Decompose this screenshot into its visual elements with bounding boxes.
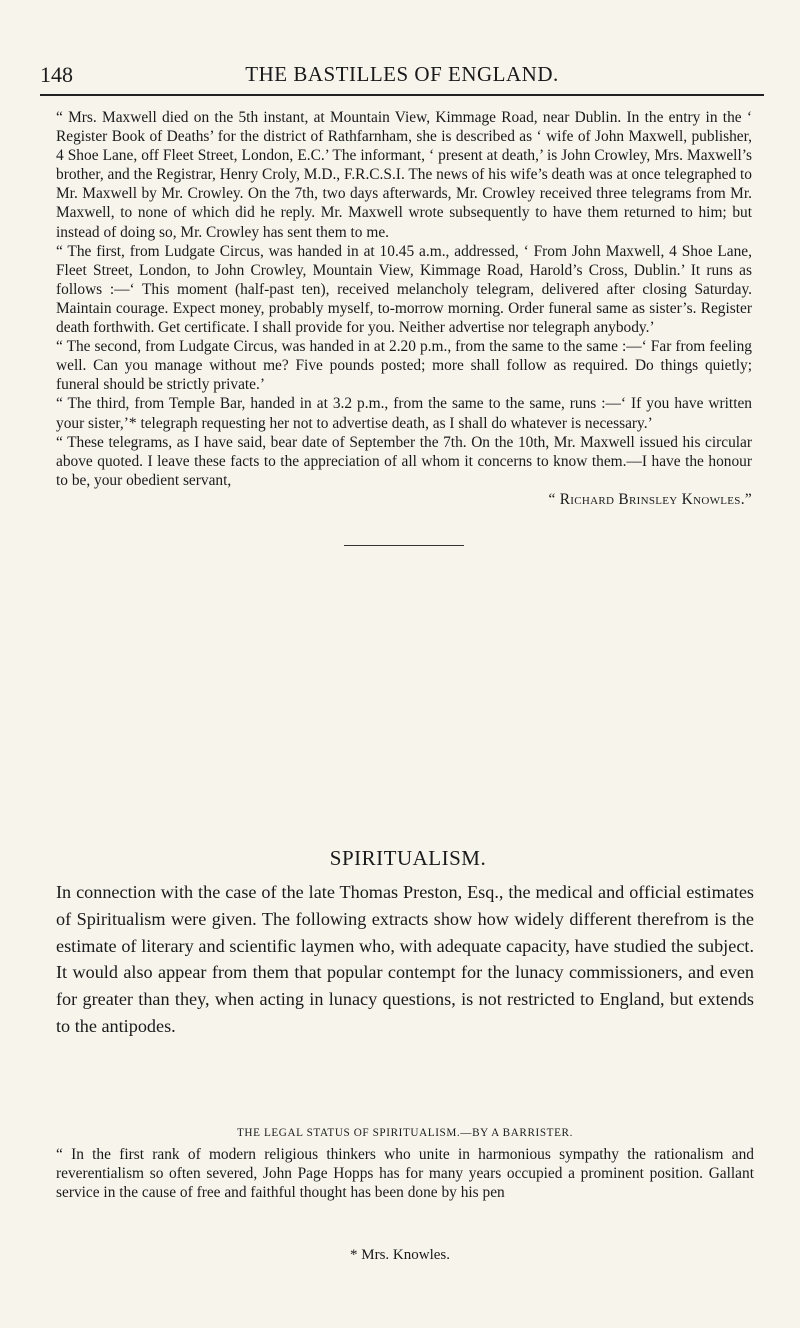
letter-text	[56, 108, 752, 546]
quote-text: “ In the first rank of modern religious thinkers who unite in harmonious sympathy the rationalism and reverentialism so often severed, John Page Hopps has for many years occupied a prominent position. Gallant service in the cause of free and faithful thought has been done by his pen	[56, 1146, 754, 1202]
page-header	[40, 62, 764, 96]
letter-paragraph: “ Mrs. Maxwell died on the 5th instant, at Mountain View, Kimmage Road, near Dublin. In the entry in the ‘ Register Book of Deaths’ for the district of Rathfarnham, she is described as ‘ wife of John Maxwell, publisher, 4 Shoe Lane, off Fleet Street, London, E.C.’ The informant, ‘ present at death,’ is John Crowley, Mrs. Maxwell’s brother, and the Registrar, Henry Croly, M.D., F.R.C.S.I. The news of his wife’s death was at once telegraphed to Mr. Maxwell by Mr. Crowley. On the 7th, two days afterwards, Mr. Crowley received three telegrams from Mr. Maxwell, to none of which did he reply. Mr. Maxwell wrote subsequently to have them returned to him; but instead of doing so, Mr. Crowley has sent them to me.	[56, 109, 752, 241]
subheading: THE LEGAL STATUS OF SPIRITUALISM.—BY A BARRISTER.	[237, 1127, 573, 1139]
page-number: 148	[40, 62, 73, 87]
section-divider	[344, 545, 464, 546]
letter-paragraph: “ The second, from Ludgate Circus, was handed in at 2.20 p.m., from the same to the same :—‘ Far from feeling well. Can you manage without me? Five pounds posted; more shall follow as required. Do things quietly; funeral should be strictly private.’	[56, 338, 752, 394]
letter-paragraph: “ These telegrams, as I have said, bear date of September the 7th. On the 10th, Mr. Maxwell issued his circular above quoted. I leave these facts to the appreciation of all whom it concerns to know them.—I have the honour to be, your obedient servant,	[56, 433, 752, 489]
section-body	[56, 879, 754, 1040]
footnote: * Mrs. Knowles.	[350, 1247, 450, 1263]
section-paragraph: In connection with the case of the late Thomas Preston, Esq., the medical and official estimates of Spiritualism were given. The following extracts show how widely different therefrom is the estimate of literary and scientific laymen who, with adequate capacity, have studied the subject. It would also appear from them that popular contempt for the lunacy commissioners, and even for greater than they, when acting in lunacy questions, is not restricted to England, but extends to the antipodes.	[56, 882, 754, 1036]
letter-paragraph: “ The first, from Ludgate Circus, was handed in at 10.45 a.m., addressed, ‘ From John Maxwell, 4 Shoe Lane, Fleet Street, London, to John Crowley, Mountain View, Kimmage Road, Harold’s Cross, Dublin.’ It runs as follows :—‘ This moment (half-past ten), received melancholy telegram, delivered after closing Saturday. Maintain courage. Expect money, probably myself, to-morrow morning. Order funeral same as sister’s. Register death forthwith. Get certificate. I shall provide for you. Neither advertise nor telegraph anybody.’	[56, 242, 752, 337]
signature: “ Richard Brinsley Knowles.”	[548, 490, 752, 508]
section-title: SPIRITUALISM.	[329, 846, 487, 870]
letter-paragraph: “ The third, from Temple Bar, handed in at 3.2 p.m., from the same to the same, runs :—‘ If you have written your sister,’* telegraph requesting her not to advertise death, as I shall do whatever is necessary.’	[56, 395, 752, 432]
running-title: THE BASTILLES OF ENGLAND.	[245, 62, 559, 86]
